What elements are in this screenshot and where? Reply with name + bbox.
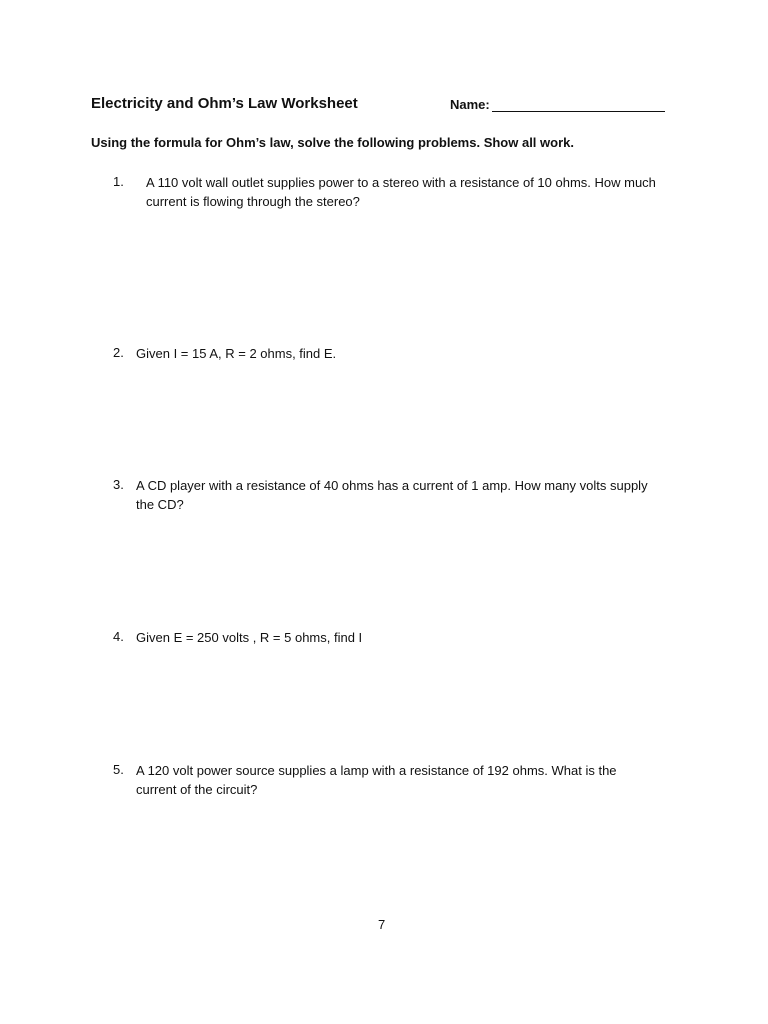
name-blank-line[interactable] — [492, 111, 665, 112]
worksheet-title: Electricity and Ohm’s Law Worksheet — [91, 95, 358, 112]
page-number: 7 — [378, 917, 386, 932]
name-label: Name: — [450, 97, 490, 112]
question-2-text: Given I = 15 A, R = 2 ohms, find E. — [136, 346, 337, 361]
question-4-number: 4. — [113, 629, 124, 644]
question-5-number: 5. — [113, 762, 124, 777]
instructions-text: Using the formula for Ohm’s law, solve the following problems. Show all work. — [91, 135, 574, 150]
question-4-text: Given E = 250 volts , R = 5 ohms, find I — [136, 630, 363, 645]
question-1-text: A 110 volt wall outlet supplies power to a stereo with a resistance of 10 ohms. How much current is flowing through the stereo? — [146, 175, 656, 209]
question-3-text: A CD player with a resistance of 40 ohms has a current of 1 amp. How many volts supply the CD? — [136, 478, 648, 512]
question-5-text: A 120 volt power source supplies a lamp with a resistance of 192 ohms. What is the current of the circuit? — [136, 763, 617, 797]
question-3-number: 3. — [113, 477, 124, 492]
question-1-number: 1. — [113, 174, 124, 189]
question-2-number: 2. — [113, 345, 124, 360]
